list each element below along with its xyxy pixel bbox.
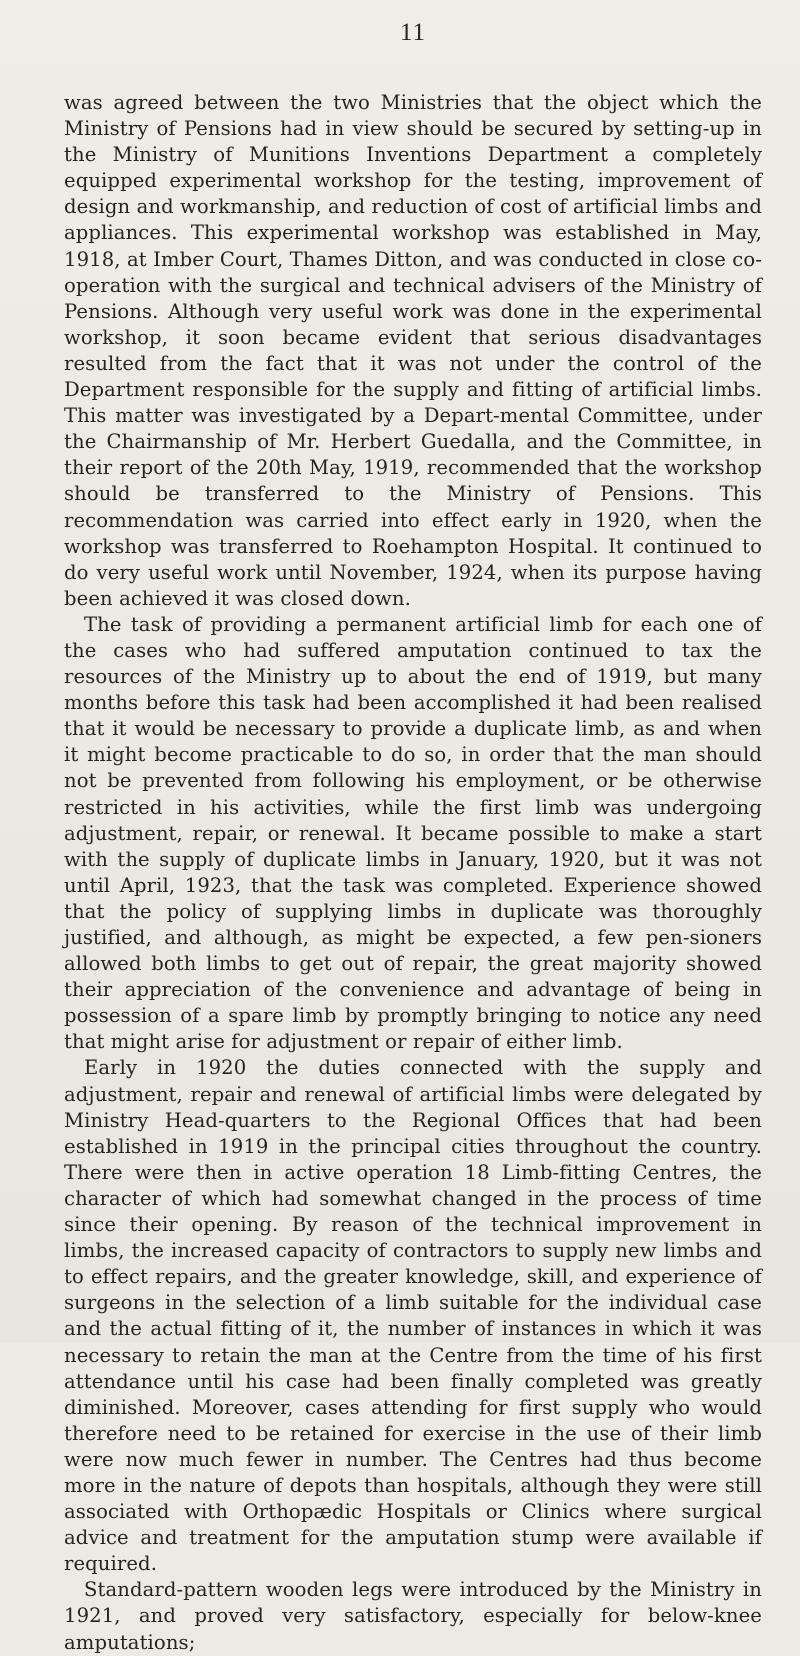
body-text [64, 90, 762, 1656]
paragraph-regional-offices: Early in 1920 the duties connected with the supply and adjustment, repair and renewal of artificial limbs were delegated by Ministry Head-quarters to the Regional Offices that had been established in 1919 in the principal cities throughout the country. There were then in active operation 18 Limb-fitting Centres, the character of which had somewhat changed in the process of time since their opening. By reason of the technical improvement in limbs, the increased capacity of contractors to supply new limbs and to effect repairs, and the greater knowledge, skill, and experience of surgeons in the selection of a limb suitable for the individual case and the actual fitting of it, the number of instances in which it was necessary to retain the man at the Centre from the time of his first attendance until his case had been finally completed was greatly diminished. Moreover, cases attending for first supply who would therefore need to be retained for exercise in the use of their limb were now much fewer in number. The Centres had thus become more in the nature of depots than hospitals, although they were still associated with Orthopædic Hospitals or Clinics where surgical advice and treatment for the amputation stump were available if required. [64, 1056, 762, 1576]
page-number: 11 [399, 19, 427, 46]
paragraph-duplicate-limbs: The task of providing a permanent artificial limb for each one of the cases who had suffered amputation continued to tax the resources of the Ministry up to about the end of 1919, but many months before this task had been accomplished it had been realised that it would be necessary to provide a duplicate limb, as and when it might become practicable to do so, in order that the man should not be prevented from following his employment, or be otherwise restricted in his activities, while the first limb was undergoing adjustment, repair, or renewal. It became possible to make a start with the supply of duplicate limbs in January, 1920, but it was not until April, 1923, that the task was completed. Experience showed that the policy of supplying limbs in duplicate was thoroughly justified, and although, as might be expected, a few pen-sioners allowed both limbs to get out of repair, the great majority showed their appreciation of the convenience and advantage of being in possession of a spare limb by promptly bringing to notice any need that might arise for adjustment or repair of either limb. [64, 612, 762, 1054]
paragraph-continued: was agreed between the two Ministries that the object which the Ministry of Pensions had in view should be secured by setting-up in the Ministry of Munitions Inventions Department a completely equipped experimental workshop for the testing, improvement of design and workmanship, and reduction of cost of artificial limbs and appliances. This experimental workshop was established in May, 1918, at Imber Court, Thames Ditton, and was conducted in close co-operation with the surgical and technical advisers of the Ministry of Pensions. Although very useful work was done in the experimental workshop, it soon became evident that serious disadvantages resulted from the fact that it was not under the control of the Department responsible for the supply and fitting of artificial limbs. This matter was investigated by a Depart-mental Committee, under the Chairmanship of Mr. Herbert Guedalla, and the Committee, in their report of the 20th May, 1919, recommended that the workshop should be transferred to the Ministry of Pensions. This recommendation was carried into effect early in 1920, when the workshop was transferred to Roehampton Hospital. It continued to do very useful work until November, 1924, when its purpose having been achieved it was closed down. [64, 91, 762, 610]
paragraph-wooden-legs: Standard-pattern wooden legs were introduced by the Ministry in 1921, and proved very satisfactory, especially for below-knee amputations; [64, 1578, 762, 1654]
